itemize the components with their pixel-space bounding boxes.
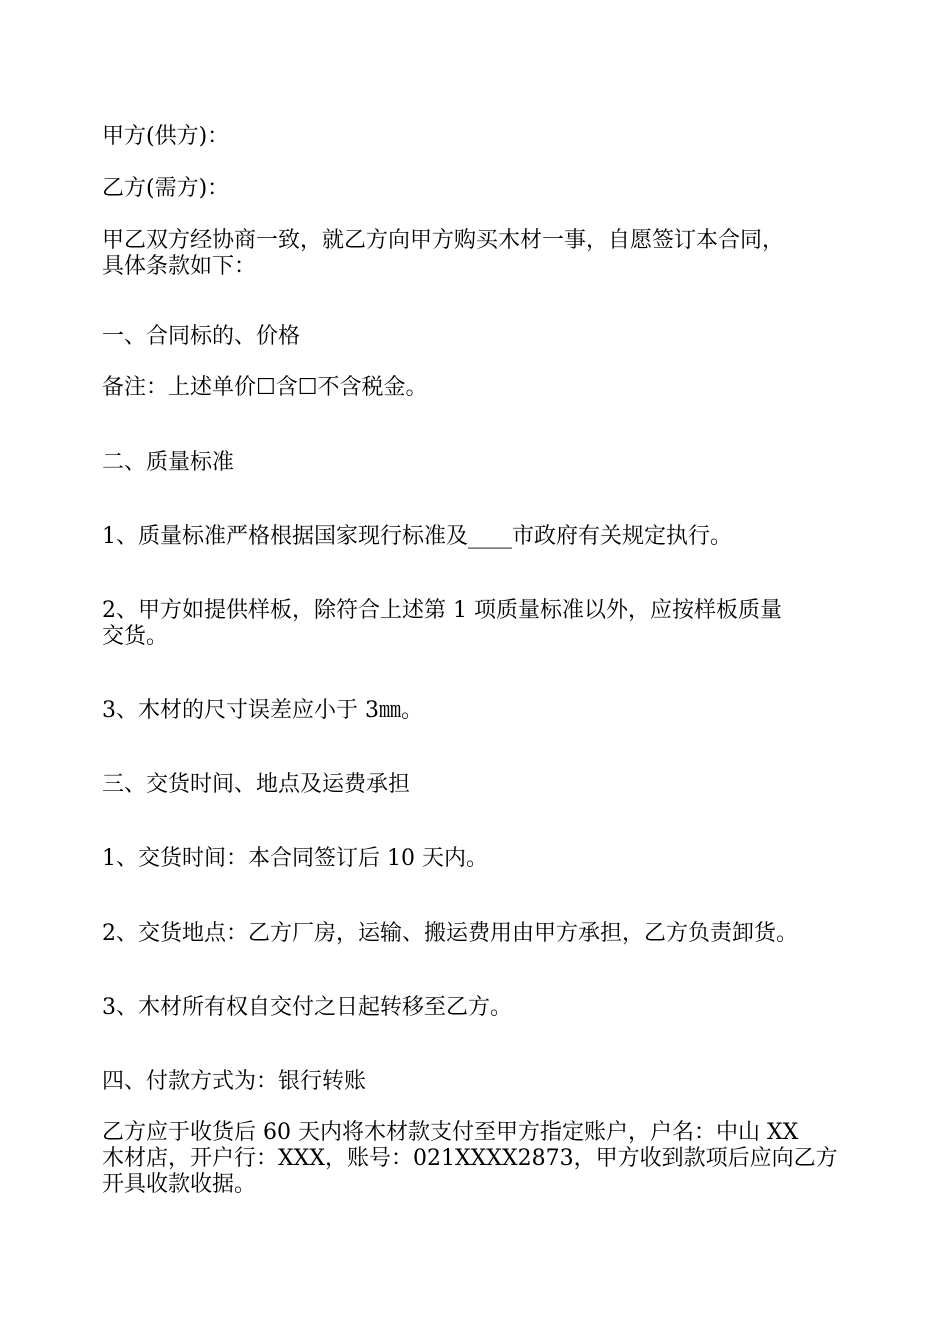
section-3-item-3: 3、木材所有权自交付之日起转移至乙方。 (102, 995, 512, 1020)
section-3-item-2: 2、交货地点：乙方厂房，运输、搬运费用由甲方承担，乙方负责卸货。 (102, 921, 798, 946)
section-4-paragraph-line-1: 乙方应于收货后 60 天内将木材款支付至甲方指定账户，户名：中山 XX (102, 1120, 799, 1145)
section-4-heading: 四、付款方式为：银行转账 (102, 1069, 367, 1094)
section-3-item-1: 1、交货时间：本合同签订后 10 天内。 (102, 846, 488, 871)
section-2-item-1: 1、质量标准严格根据国家现行标准及____市政府有关规定执行。 (102, 524, 732, 549)
intro-paragraph-line-2: 具体条款如下： (102, 254, 257, 279)
section-2-item-2-line-2: 交货。 (102, 624, 169, 649)
section-1-heading: 一、合同标的、价格 (102, 324, 301, 349)
party-a-label: 甲方(供方)： (102, 124, 230, 149)
section-4-paragraph-line-2: 木材店，开户行：XXX，账号：021XXXX2873，甲方收到款项后应向乙方 (102, 1146, 838, 1171)
section-2-item-2-line-1: 2、甲方如提供样板，除符合上述第 1 项质量标准以外，应按样板质量 (102, 598, 782, 623)
section-2-item-3: 3、木材的尺寸误差应小于 3㎜。 (102, 698, 423, 723)
party-b-label: 乙方(需方)： (102, 176, 230, 201)
intro-paragraph-line-1: 甲乙双方经协商一致，就乙方向甲方购买木材一事，自愿签订本合同， (102, 228, 785, 253)
section-2-heading: 二、质量标准 (102, 450, 235, 475)
section-4-paragraph-line-3: 开具收款收据。 (102, 1172, 257, 1197)
section-3-heading: 三、交货时间、地点及运费承担 (102, 772, 411, 797)
section-1-note: 备注：上述单价☐含☐不含税金。 (102, 375, 428, 400)
